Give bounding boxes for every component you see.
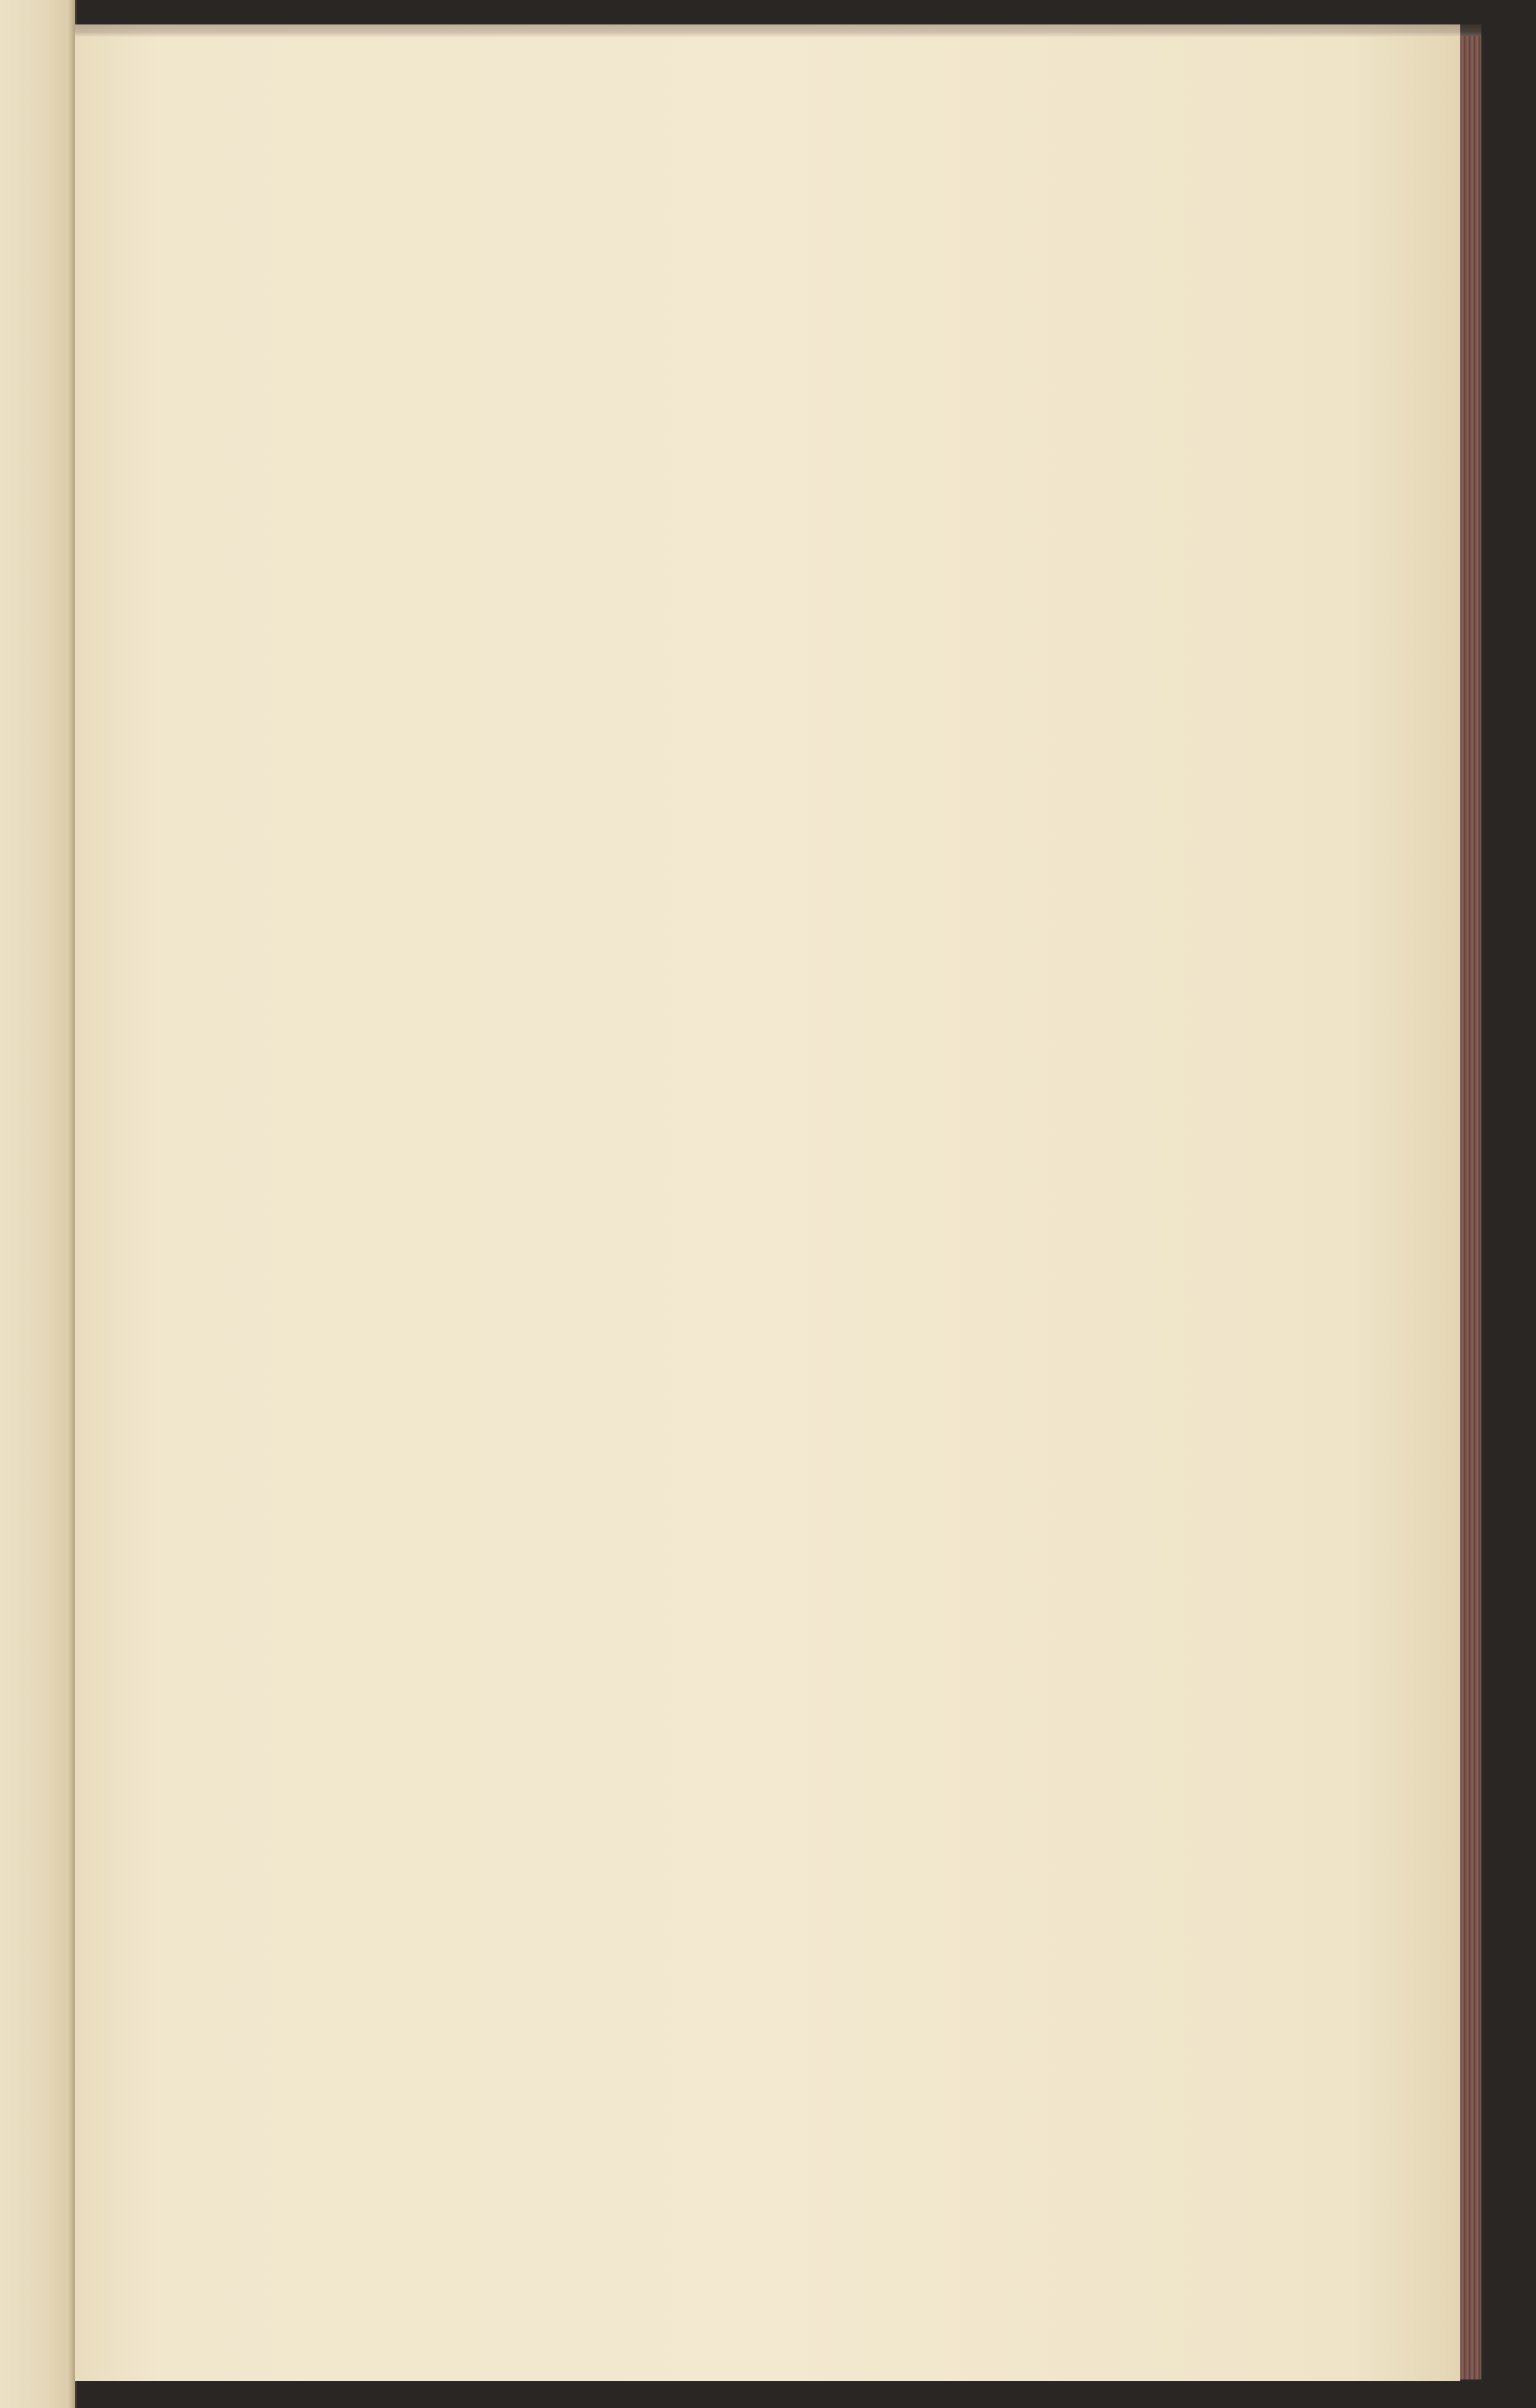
page-stack-edge: [1460, 36, 1481, 2379]
previous-page-edge: [0, 0, 75, 2408]
book-page: [75, 24, 1460, 2381]
page-top-edge: [75, 24, 1481, 37]
